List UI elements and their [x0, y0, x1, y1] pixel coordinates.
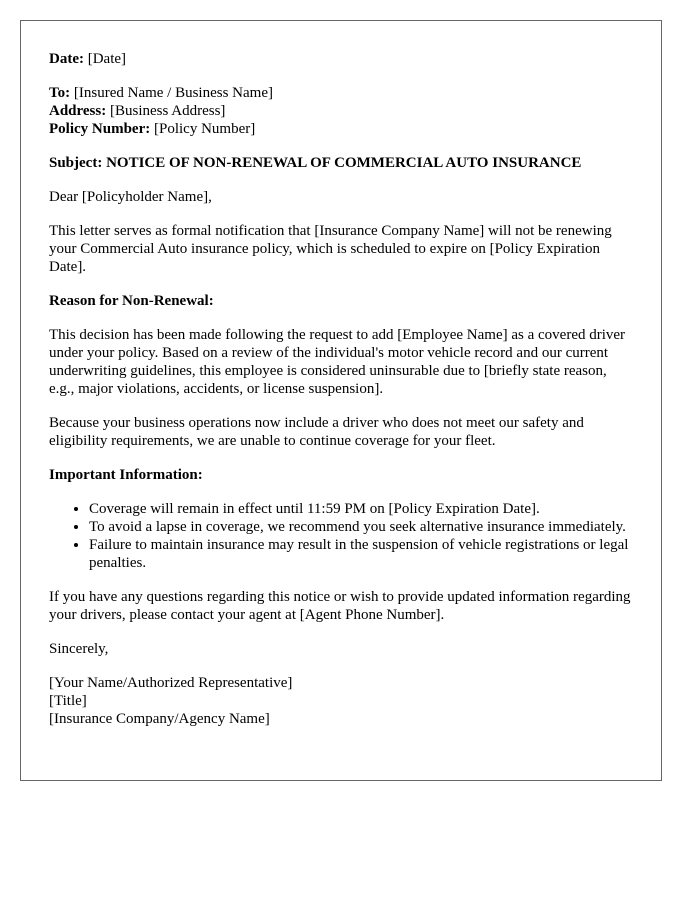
signature-company: [Insurance Company/Agency Name] [49, 711, 270, 727]
to-value: [Insured Name / Business Name] [73, 85, 273, 101]
address-line [49, 102, 633, 120]
policy-number-label: Policy Number: [49, 121, 151, 137]
address-label: Address: [49, 103, 107, 119]
reason-paragraph-2: Because your business operations now include a driver who does not meet our safety and eligibility requirements, we are unable to continue coverage for your fleet. [49, 415, 584, 449]
closing-paragraph: If you have any questions regarding this notice or wish to provide updated information regarding your drivers, please contact your agent at [Agent Phone Number]. [49, 589, 631, 623]
signature-name: [Your Name/Authorized Representative] [49, 675, 293, 691]
salutation: Dear [Policyholder Name], [49, 189, 212, 205]
intro-paragraph: This letter serves as formal notification that [Insurance Company Name] will not be renewing your Commercial Auto insurance policy, which is scheduled to expire on [Policy Expiration Date]. [49, 223, 612, 275]
date-line [49, 50, 633, 68]
letter-page [20, 20, 662, 781]
reason-heading [49, 292, 633, 310]
signature-block [49, 674, 633, 728]
signature-title: [Title] [49, 693, 87, 709]
date-label: Date: [49, 51, 84, 67]
to-line [49, 84, 633, 102]
list-item: • Coverage will remain in effect until 11:59 PM on [Policy Expiration Date]. [89, 500, 633, 518]
date-value: [Date] [87, 51, 127, 67]
important-heading-text: Important Information: [49, 467, 203, 483]
list-item: • Failure to maintain insurance may result in the suspension of vehicle registrations or legal penalties. [89, 536, 633, 572]
to-label: To: [49, 85, 71, 101]
recipient-block [49, 84, 633, 138]
policy-number-value: [Policy Number] [153, 121, 256, 137]
list-item: • To avoid a lapse in coverage, we recommend you seek alternative insurance immediately. [89, 518, 633, 536]
subject-label: Subject: [49, 155, 103, 171]
signoff: Sincerely, [49, 641, 109, 657]
important-heading [49, 466, 633, 484]
address-value: [Business Address] [109, 103, 226, 119]
policy-number-line [49, 120, 633, 138]
subject-line [49, 154, 633, 172]
reason-paragraph-1: This decision has been made following the request to add [Employee Name] as a covered driver under your policy. Based on a review of the individual's motor vehicle record and our current underwriting guidelines, this employee is considered uninsurable due to [briefly state reason, e.g., major violations, accidents, or license suspension]. [49, 327, 626, 397]
subject-value: NOTICE OF NON-RENEWAL OF COMMERCIAL AUTO INSURANCE [106, 155, 582, 171]
important-list [49, 500, 633, 572]
reason-heading-text: Reason for Non-Renewal: [49, 293, 214, 309]
